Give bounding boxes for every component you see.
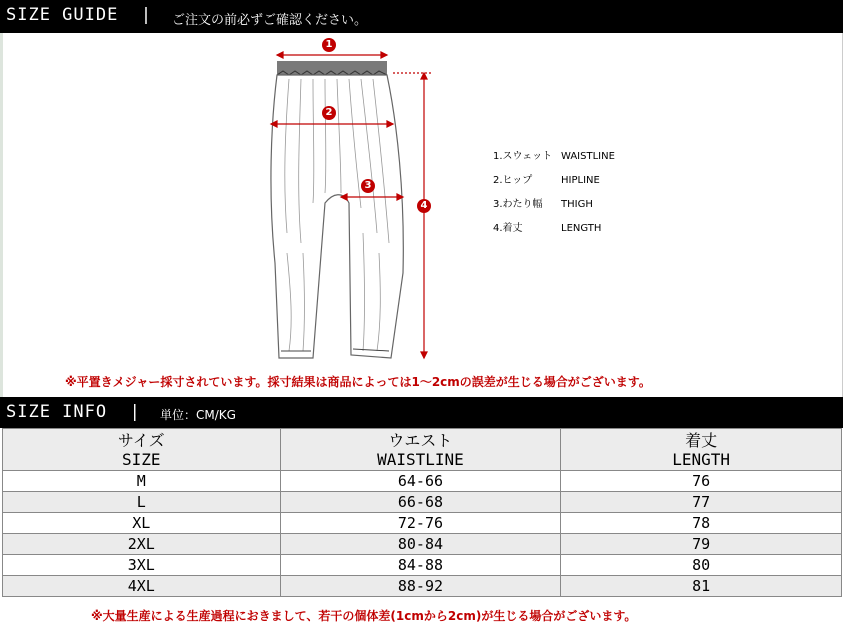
cell-length: 78 [561, 513, 842, 534]
legend-waist-en: WAISTLINE [561, 151, 615, 162]
cell-length: 77 [561, 492, 842, 513]
legend-length-jp: 4.着丈 [493, 223, 523, 234]
marker-4 [417, 199, 431, 213]
cell-waist: 64-66 [280, 471, 561, 492]
cell-size: 3XL [3, 555, 281, 576]
table-row [3, 492, 842, 513]
cell-size: 2XL [3, 534, 281, 555]
size-guide-title: SIZE GUIDE | [6, 5, 153, 25]
legend-hip-jp: 2.ヒップ [493, 175, 533, 186]
cell-waist: 66-68 [280, 492, 561, 513]
legend-row-thigh [493, 193, 615, 217]
header-size-jp: サイズ [117, 431, 165, 450]
cell-waist: 80-84 [280, 534, 561, 555]
legend-waist-jp: 1.スウェット [493, 151, 553, 162]
table-row [3, 534, 842, 555]
legend-row-hip [493, 169, 615, 193]
header-waist-en: WAISTLINE [377, 450, 464, 469]
header-length-en: LENGTH [672, 450, 731, 469]
cell-length: 80 [561, 555, 842, 576]
marker-1-label: 1 [325, 39, 333, 50]
production-variance-note: ※大量生産による生産過程におきまして、若干の個体差(1cmから2cm)が生じる場合がございます。 [91, 609, 637, 623]
marker-3-label: 3 [364, 180, 372, 191]
size-table [2, 428, 842, 597]
table-row [3, 471, 842, 492]
table-header-row [3, 429, 842, 471]
header-size-en: SIZE [122, 450, 161, 469]
cell-waist: 84-88 [280, 555, 561, 576]
header-waist-jp: ウエスト [388, 431, 453, 450]
legend-row-waist [493, 145, 615, 169]
table-row [3, 555, 842, 576]
header-waist [280, 429, 561, 471]
header-size [3, 429, 281, 471]
cell-waist: 72-76 [280, 513, 561, 534]
cell-size: 4XL [3, 576, 281, 597]
cell-size: M [3, 471, 281, 492]
size-guide-subtitle: ご注文の前必ずご確認ください。 [172, 13, 368, 28]
flat-measure-note: ※平置きメジャー採寸されています。採寸結果は商品によっては1〜2cmの誤差が生じる場合がございます。 [65, 375, 651, 389]
header-length [561, 429, 842, 471]
marker-4-label: 4 [420, 200, 428, 211]
size-guide-header [0, 0, 843, 33]
cell-length: 76 [561, 471, 842, 492]
cell-length: 81 [561, 576, 842, 597]
cell-size: L [3, 492, 281, 513]
cell-length: 79 [561, 534, 842, 555]
legend-row-length [493, 217, 615, 241]
unit-label: 単位：CM/KG [160, 408, 236, 422]
table-row [3, 513, 842, 534]
table-row [3, 576, 842, 597]
legend-hip-en: HIPLINE [561, 175, 600, 186]
pants-diagram [0, 33, 843, 397]
legend-length-en: LENGTH [561, 223, 602, 234]
marker-2-label: 2 [325, 107, 333, 118]
legend-thigh-jp: 3.わたり幅 [493, 199, 543, 210]
legend-thigh-en: THIGH [561, 199, 593, 210]
size-info-header [0, 397, 843, 428]
marker-1 [322, 38, 336, 52]
header-length-jp: 着丈 [685, 431, 718, 450]
marker-2 [322, 106, 336, 120]
measurement-legend [493, 145, 615, 241]
size-info-title: SIZE INFO | [6, 402, 141, 422]
marker-3 [361, 179, 375, 193]
cell-waist: 88-92 [280, 576, 561, 597]
cell-size: XL [3, 513, 281, 534]
